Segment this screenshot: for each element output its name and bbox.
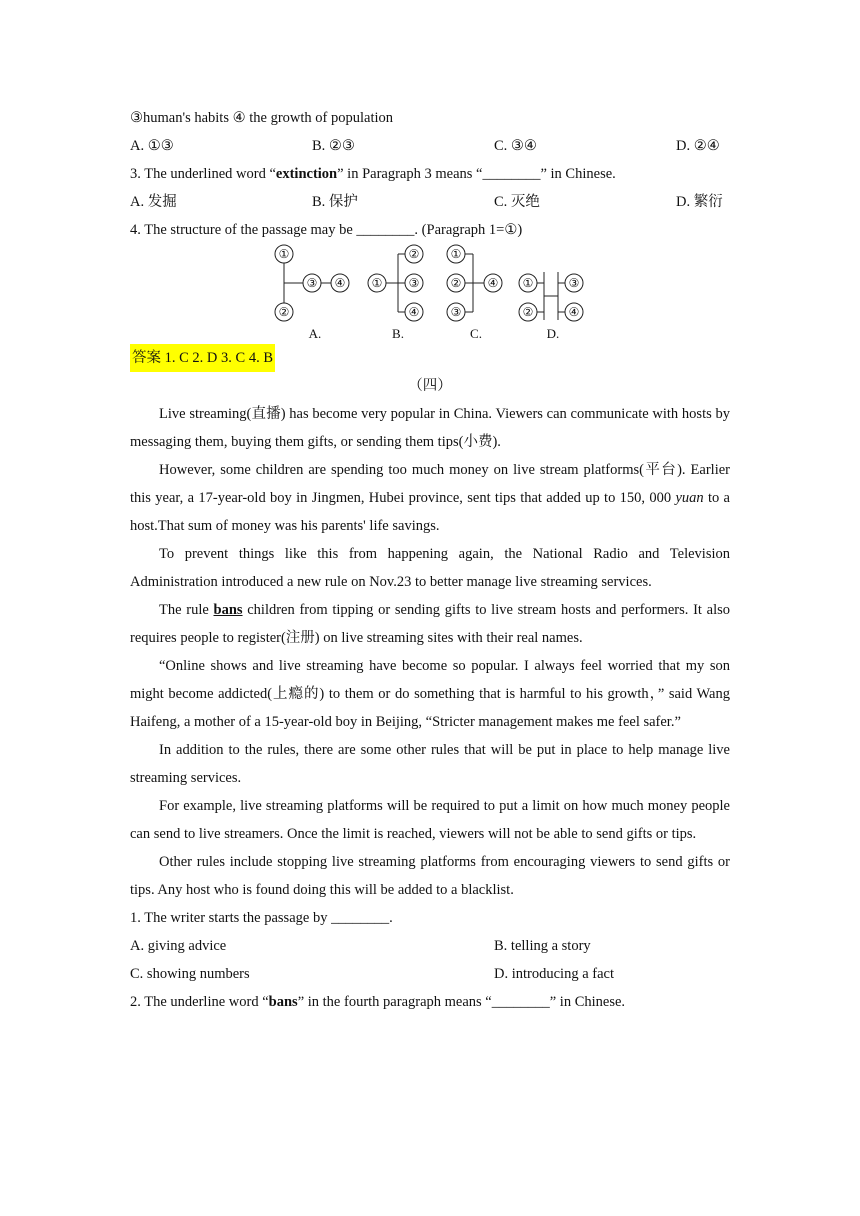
diagram-b-label-1: ① — [371, 276, 383, 290]
question-1: 1. The writer starts the passage by ________. — [130, 910, 393, 926]
q3-word: extinction — [275, 166, 338, 182]
p2-text-b: to a host.That sum of money was his parents' life savings. — [130, 490, 730, 534]
structure-diagrams — [130, 244, 730, 344]
structure-diagrams-svg — [130, 244, 730, 344]
q1-option-a: A. giving advice — [130, 938, 227, 954]
q3-post: ” in Paragraph 3 means “________” in Chinese. — [337, 166, 616, 182]
paragraph-6: In addition to the rules, there are some other rules that will be put in place to help manage live streaming services. — [130, 742, 730, 786]
q3-pre: 3. The underlined word “ — [130, 166, 276, 182]
diagram-c-label-4: ④ — [487, 276, 499, 290]
p2-text-a: However, some children are spending too much money on live stream platforms(平台). Earlier this year, a 17-year-old boy in Jingmen, Hubei province, sent tips that added up to 150, 000 — [130, 462, 730, 506]
paragraph-8: Other rules include stopping live streaming platforms from encouraging viewers to send gifts or tips. Any host who is found doing this will be added to a blacklist. — [130, 854, 730, 898]
diagram-c-label-2: ② — [450, 276, 462, 290]
diagram-a-label-2: ② — [278, 305, 290, 319]
section-title: （四） — [408, 378, 452, 394]
q3-options-row — [130, 188, 730, 216]
q1-options-row-2 — [130, 960, 730, 988]
q3-option-a: A. 发掘 — [130, 194, 177, 210]
diagram-b-label-4: ④ — [408, 305, 420, 319]
p4-text-a: The rule — [159, 602, 214, 618]
diagram-d-label-2: ② — [522, 305, 534, 319]
q1-option-c: C. showing numbers — [130, 966, 250, 982]
q1-option-d: D. introducing a fact — [494, 966, 614, 982]
diagram-d-label-3: ③ — [568, 276, 580, 290]
q3-option-d: D. 繁衍 — [676, 194, 723, 210]
diagram-d-label-4: ④ — [568, 305, 580, 319]
question-3 — [130, 160, 730, 188]
paragraph-3: To prevent things like this from happening again, the National Radio and Television Administration introduced a new rule on Nov.23 to better manage live streaming services. — [130, 546, 730, 590]
options-row — [130, 132, 730, 160]
option-c: C. ③④ — [494, 138, 537, 154]
diagram-a-label-3: ③ — [306, 276, 318, 290]
answer-line — [130, 344, 730, 372]
diagram-d-label-1: ① — [522, 276, 534, 290]
diagram-label-b: B. — [392, 326, 404, 341]
paragraph-7: For example, live streaming platforms will be required to put a limit on how much money people can send to live streamers. Once the limit is reached, viewers will not be able to send gifts or tips. — [130, 798, 730, 842]
diagram-a-label-4: ④ — [334, 276, 346, 290]
q1-options-row-1 — [130, 932, 730, 960]
document-page — [130, 104, 730, 1016]
answer-highlight: 答案 1. C 2. D 3. C 4. B — [130, 344, 275, 372]
q2-post: ” in the fourth paragraph means “________” in Chinese. — [297, 994, 626, 1010]
diagram-b-label-2: ② — [408, 247, 420, 261]
question-2 — [130, 988, 730, 1016]
paragraph-1: Live streaming(直播) has become very popular in China. Viewers can communicate with hosts by messaging them, buying them gifts, or sending them tips(小费). — [130, 406, 730, 450]
paragraph-5: “Online shows and live streaming have become so popular. I always feel worried that my son might become addicted(上瘾的) to them or do something that is harmful to his growth，” said Wang Haifeng, a mother of a 15-year-old boy in Beijing, “Stricter management makes me feel safer.” — [130, 658, 730, 730]
option-b: B. ②③ — [312, 138, 355, 154]
diagram-label-c: C. — [470, 326, 482, 341]
diagram-label-d: D. — [546, 326, 560, 341]
diagram-c-label-1: ① — [450, 247, 462, 261]
diagram-a-label-1: ① — [278, 247, 290, 261]
p4-text-b: children from tipping or sending gifts to live stream hosts and performers. It also requires people to register(注册) on live streaming sites with their real names. — [130, 602, 730, 646]
question-options-line: ③human's habits ④ the growth of population — [130, 110, 393, 126]
question-4: 4. The structure of the passage may be ________. (Paragraph 1=①) — [130, 222, 523, 238]
diagram-label-a: A. — [308, 326, 322, 341]
p4-underlined-word: bans — [213, 602, 243, 618]
q2-pre: 2. The underline word “ — [130, 994, 269, 1010]
q3-option-c: C. 灭绝 — [494, 194, 540, 210]
paragraph-2 — [130, 456, 730, 540]
q3-option-b: B. 保护 — [312, 194, 358, 210]
option-a: A. ①③ — [130, 138, 174, 154]
diagram-c-label-3: ③ — [450, 305, 462, 319]
option-d: D. ②④ — [676, 138, 720, 154]
q2-word: bans — [268, 994, 298, 1010]
q1-option-b: B. telling a story — [494, 938, 591, 954]
paragraph-4 — [130, 596, 730, 652]
p2-italic: yuan — [675, 490, 704, 506]
diagram-b-label-3: ③ — [408, 276, 420, 290]
